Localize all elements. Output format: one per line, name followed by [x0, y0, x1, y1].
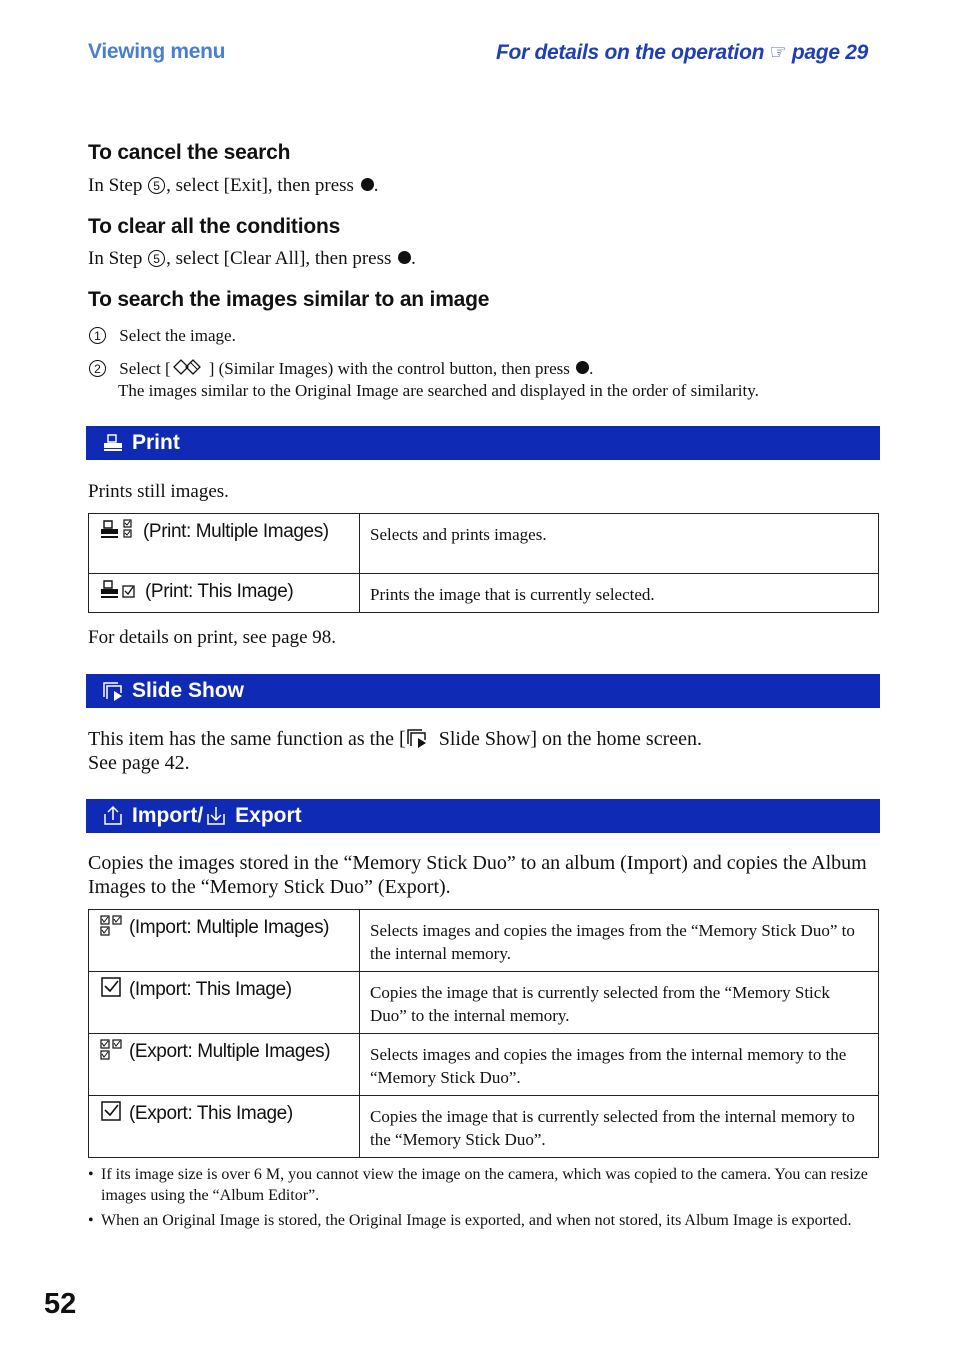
clear-conditions-title: To clear all the conditions: [88, 215, 341, 238]
export-heading: Export: [235, 804, 302, 827]
slideshow-icon: [102, 681, 124, 701]
option-description: Copies the image that is currently selected from the “Memory Stick Duo” to the internal memory.: [360, 972, 879, 1034]
table-row: [89, 910, 879, 972]
import-export-table: [88, 909, 879, 1158]
print-intro: Prints still images.: [88, 481, 229, 502]
notes-list: [88, 1164, 888, 1235]
import-export-section-header: [86, 799, 880, 833]
print-options-table: [88, 513, 879, 613]
option-label: (Import: This Image): [89, 972, 360, 1034]
similar-step-2-note: The images similar to the Original Image are searched and displayed in the order of similarity.: [118, 381, 759, 400]
operation-reference[interactable]: [496, 40, 868, 65]
option-label: (Print: This Image): [89, 574, 360, 613]
table-row: [89, 1034, 879, 1096]
step-number-badge: 5: [148, 177, 165, 194]
cancel-search-title: To cancel the search: [88, 141, 291, 164]
step-number-badge: 5: [148, 250, 165, 267]
multiple-images-icon: [99, 914, 125, 936]
export-icon: [205, 805, 227, 827]
step-number-badge: 1: [89, 327, 106, 344]
print-section-header: [86, 426, 880, 460]
operation-reference-page: page 29: [791, 41, 868, 64]
similar-step-1: 1 Select the image.: [88, 325, 236, 347]
table-row: [89, 972, 879, 1034]
operation-reference-text: For details on the operation: [496, 41, 765, 64]
center-button-icon: [576, 361, 589, 374]
step-number-badge: 2: [89, 360, 106, 377]
center-button-icon: [361, 178, 374, 191]
similar-images-title: To search the images similar to an image: [88, 288, 490, 311]
option-description: Selects and prints images.: [360, 514, 879, 574]
option-description: Selects images and copies the images from the “Memory Stick Duo” to the internal memory.: [360, 910, 879, 972]
table-row: [89, 514, 879, 574]
pointing-hand-icon: ☞: [769, 41, 787, 64]
import-export-intro: Copies the images stored in the “Memory Stick Duo” to an album (Import) and copies the Album Images to the “Memory Stick Duo” (Export).: [88, 852, 867, 898]
similar-images-icon: [171, 357, 205, 377]
option-label: (Export: This Image): [89, 1096, 360, 1158]
section-title: Viewing menu: [88, 40, 226, 63]
slideshow-section-header: [86, 674, 880, 708]
print-note: For details on print, see page 98.: [88, 627, 337, 648]
slideshow-heading: Slide Show: [132, 679, 245, 702]
list-item: • When an Original Image is stored, the Original Image is exported, and when not stored, its Album Image is exported.: [88, 1212, 852, 1229]
this-image-icon: [99, 1100, 125, 1122]
print-heading: Print: [132, 431, 180, 454]
clear-conditions-text: In Step 5 , select [Clear All], then press .: [88, 248, 416, 269]
similar-step-2: 2 Select [ ] (Similar Images) with the control button, then press . The images similar to the Original Image are searched and displayed in the order of similarity.: [88, 357, 878, 402]
option-description: Selects images and copies the images from the internal memory to the “Memory Stick Duo”.: [360, 1034, 879, 1096]
option-label: (Import: Multiple Images): [89, 910, 360, 972]
print-icon: [102, 433, 124, 453]
option-label: (Export: Multiple Images): [89, 1034, 360, 1096]
print-this-image-icon: [99, 578, 141, 600]
option-label: (Print: Multiple Images): [89, 514, 360, 574]
option-description: Prints the image that is currently selected.: [360, 574, 879, 613]
multiple-images-icon: [99, 1038, 125, 1060]
table-row: [89, 1096, 879, 1158]
import-icon: [102, 805, 124, 827]
print-multiple-icon: [99, 518, 139, 540]
import-heading: Import/: [132, 804, 204, 827]
cancel-search-text: In Step 5 , select [Exit], then press .: [88, 175, 379, 196]
option-description: Copies the image that is currently selected from the internal memory to the “Memory Stick Duo”.: [360, 1096, 879, 1158]
page-number: 52: [44, 1288, 77, 1320]
slideshow-inline-icon: [406, 728, 430, 748]
slideshow-text: This item has the same function as the [ Slide Show] on the home screen. See page 42.: [88, 728, 702, 774]
table-row: [89, 574, 879, 613]
center-button-icon: [398, 251, 411, 264]
this-image-icon: [99, 976, 125, 998]
list-item: • If its image size is over 6 M, you cannot view the image on the camera, which was copied to the camera. You can resize images using the “Album Editor”.: [88, 1166, 868, 1204]
